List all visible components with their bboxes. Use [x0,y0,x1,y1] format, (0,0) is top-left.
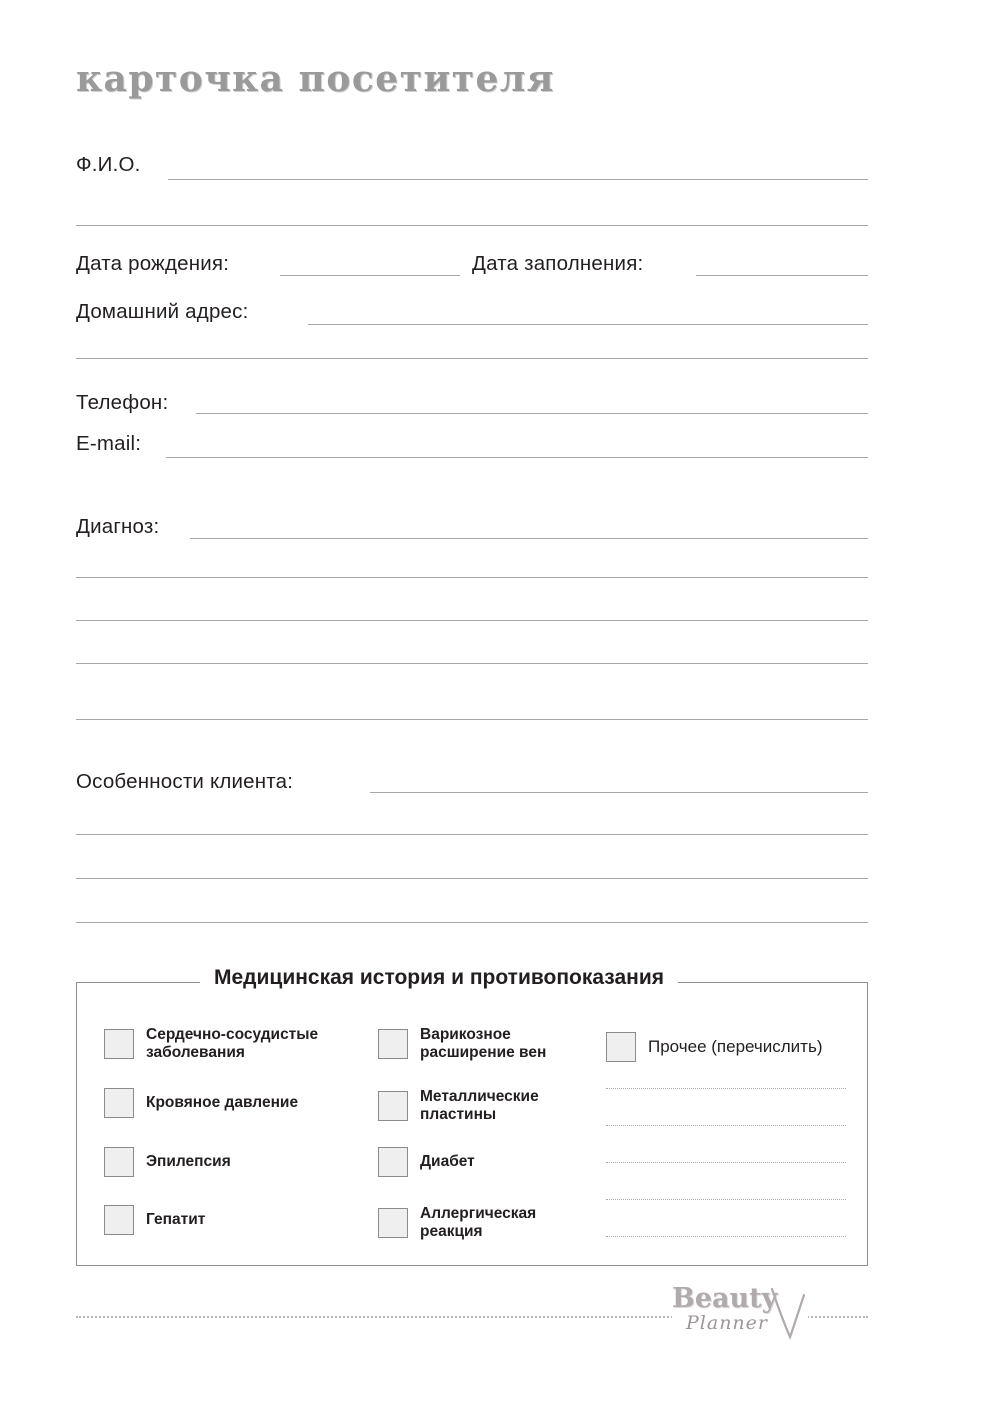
rule-birth-date [280,275,460,276]
rule-home-address-1 [308,324,868,325]
checkbox-label-hepatitis: Гепатит [146,1210,206,1228]
rule-diagnosis-1 [190,538,868,539]
rule-full-name-2 [76,225,868,226]
checkbox-row-cardiovascular[interactable] [104,1026,354,1063]
checkbox-blood-pressure[interactable] [104,1088,134,1118]
rule-client-features-2 [76,834,868,835]
rule-full-name-1 [168,179,868,180]
rule-phone [196,413,868,414]
checkbox-label-diabetes: Диабет [420,1152,475,1170]
checkbox-hepatitis[interactable] [104,1205,134,1235]
rule-diagnosis-3 [76,620,868,621]
rule-client-features-3 [76,878,868,879]
rule-email [166,457,868,458]
checkbox-row-diabetes[interactable] [378,1147,588,1177]
rule-fill-date [696,275,868,276]
checkbox-label-blood-pressure: Кровяное давление [146,1093,299,1111]
checkbox-label-epilepsy: Эпилепсия [146,1152,231,1170]
checkbox-label-allergic-reaction: Аллергическая реакция [420,1205,537,1241]
checkbox-label-varicose: Варикозное расширение вен [420,1026,547,1062]
rule-client-features-1 [370,792,868,793]
checkbox-row-epilepsy[interactable] [104,1147,354,1177]
other-write-line-5[interactable] [606,1236,846,1237]
checkbox-row-metal-plates[interactable] [378,1088,588,1125]
other-write-line-3[interactable] [606,1162,846,1163]
logo-swoosh-icon [768,1287,808,1347]
brand-logo-sub: Planner [686,1312,768,1334]
brand-logo [672,1281,808,1357]
label-diagnosis: Диагноз: [76,515,160,538]
medical-history-title: Медицинская история и противопоказания [200,966,678,990]
rule-home-address-2 [76,358,868,359]
checkbox-cardiovascular[interactable] [104,1029,134,1059]
checkbox-epilepsy[interactable] [104,1147,134,1177]
label-home-address: Домашний адрес: [76,300,249,323]
checkbox-row-allergic-reaction[interactable] [378,1205,588,1242]
rule-client-features-4 [76,922,868,923]
label-email: E-mail: [76,432,142,455]
page-title: карточка посетителя [76,58,555,100]
label-phone: Телефон: [76,391,169,414]
label-client-features: Особенности клиента: [76,770,294,793]
brand-logo-main: Beauty [672,1283,778,1314]
checkbox-metal-plates[interactable] [378,1091,408,1121]
checkbox-row-other[interactable] [606,1032,856,1062]
rule-diagnosis-4 [76,663,868,664]
other-write-line-1[interactable] [606,1088,846,1089]
label-birth-date: Дата рождения: [76,252,230,275]
label-fill-date: Дата заполнения: [472,252,644,275]
label-full-name: Ф.И.О. [76,153,141,176]
checkbox-allergic-reaction[interactable] [378,1208,408,1238]
checkbox-label-cardiovascular: Сердечно-сосудистые заболевания [146,1026,319,1062]
checkbox-varicose[interactable] [378,1029,408,1059]
checkbox-row-hepatitis[interactable] [104,1205,354,1235]
rule-diagnosis-5 [76,719,868,720]
rule-diagnosis-2 [76,577,868,578]
checkbox-diabetes[interactable] [378,1147,408,1177]
checkbox-other[interactable] [606,1032,636,1062]
other-write-line-4[interactable] [606,1199,846,1200]
checkbox-row-blood-pressure[interactable] [104,1088,354,1118]
checkbox-label-metal-plates: Металлические пластины [420,1088,539,1124]
checkbox-row-varicose[interactable] [378,1026,588,1063]
other-write-line-2[interactable] [606,1125,846,1126]
checkbox-label-other: Прочее (перечислить) [648,1036,823,1056]
